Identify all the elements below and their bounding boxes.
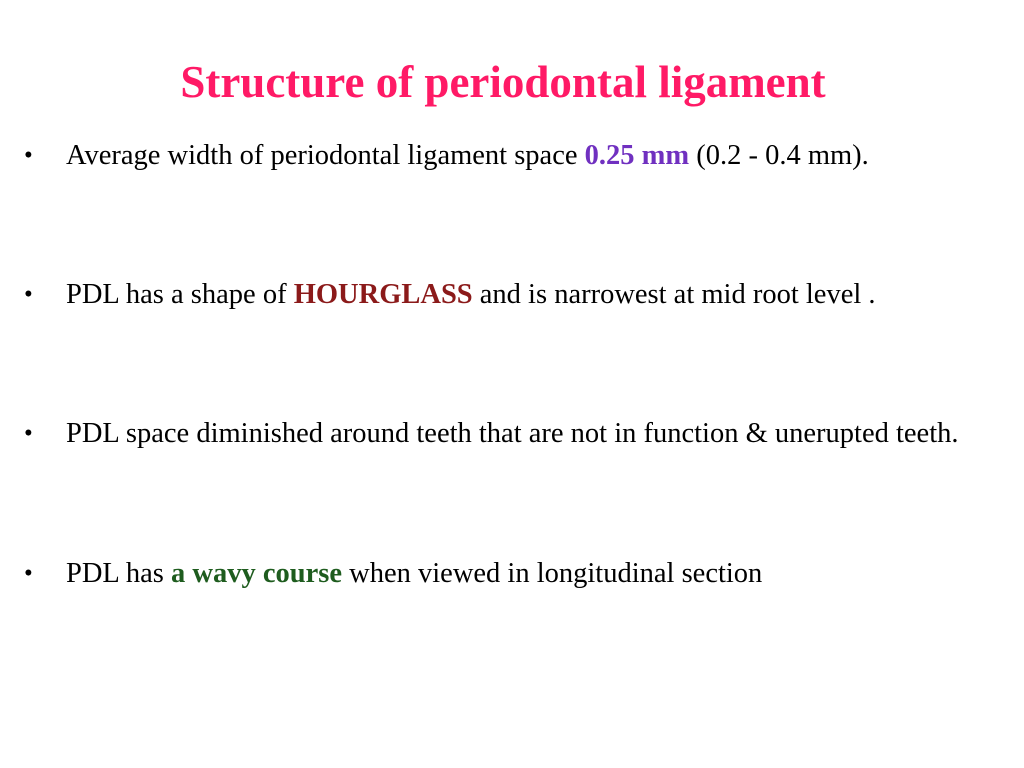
bullet-hourglass-shape: [24, 274, 996, 316]
bullet-pdl-space-diminished: [24, 413, 996, 455]
bullet-marker: •: [24, 560, 33, 587]
hourglass-highlight: HOURGLASS: [293, 279, 473, 310]
bullet-text-after: and is narrowest at mid root level .: [472, 279, 876, 310]
slide-title: Structure of periodontal ligament: [180, 57, 826, 107]
bullet-average-width: [24, 135, 996, 177]
wavy-course-highlight: a wavy course: [171, 558, 343, 589]
bullet-marker: •: [24, 281, 33, 308]
width-value: 0.25: [584, 140, 635, 171]
bullet-text: [66, 135, 996, 177]
bullet-text-before: PDL has: [66, 558, 172, 589]
bullet-text-after: (0.2 - 0.4 mm).: [689, 140, 869, 171]
bullet-marker: •: [24, 142, 33, 169]
bullet-text: [66, 553, 996, 595]
bullet-text-before: Average width of periodontal ligament space: [66, 140, 585, 171]
width-unit: mm: [641, 140, 690, 171]
bullet-text-after: when viewed in longitudinal section: [342, 558, 763, 589]
bullet-wavy-course: [24, 553, 996, 595]
bullet-text-before: PDL has a shape of: [66, 279, 294, 310]
bullet-text-between: [635, 140, 642, 171]
bullet-text: [66, 274, 996, 316]
bullet-marker: •: [24, 420, 33, 447]
bullet-text: PDL space diminished around teeth that are not in function & unerupted teeth.: [66, 418, 959, 449]
